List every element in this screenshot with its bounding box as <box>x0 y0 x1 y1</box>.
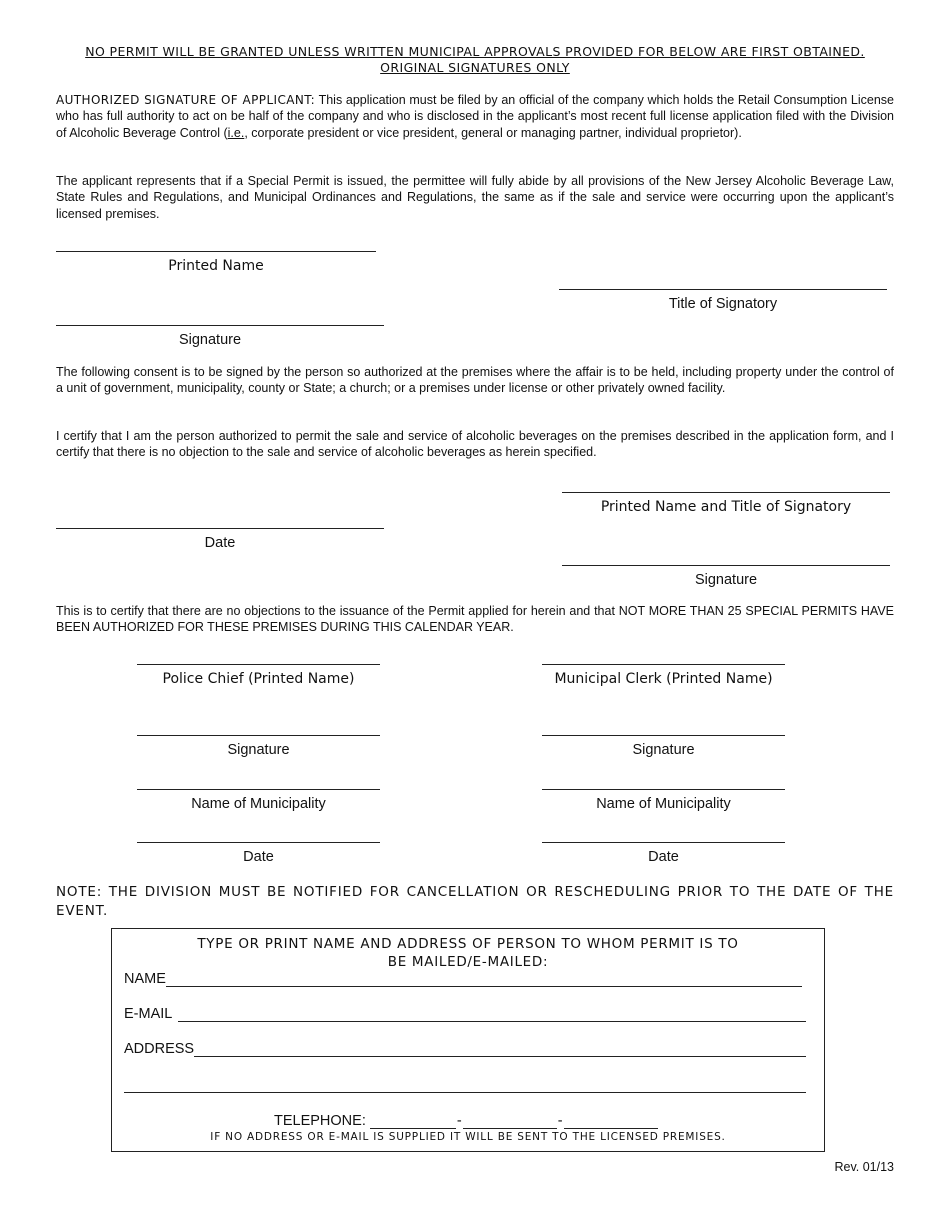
email-input-line[interactable] <box>178 1006 806 1022</box>
ie-abbrev: i.e. <box>227 125 245 140</box>
municipal-clerk-signature-line <box>542 735 785 736</box>
municipal-clerk-signature-field[interactable] <box>542 735 785 758</box>
mailing-footnote: IF NO ADDRESS OR E-MAIL IS SUPPLIED IT WILL BE SENT TO THE LICENSED PREMISES. <box>210 1131 726 1143</box>
consent-printed-name-title-label: Printed Name and Title of Signatory <box>600 499 852 515</box>
municipal-clerk-name-field[interactable] <box>542 664 785 687</box>
applicant-represents-paragraph: The applicant represents that if a Special Permit is issued, the permittee will fully abide by all provisions of the New Jersey Alcoholic Beverage Law, State Rules and Regulations, and Municipal Ordinances and Regulations, the same as if the sale and service were occurring upon the applicant’s licensed premises. <box>56 174 894 221</box>
municipal-clerk-name-line <box>542 664 785 665</box>
police-date-label: Date <box>243 849 274 865</box>
police-municipality-line <box>137 789 380 790</box>
header-original-signatures: ORIGINAL SIGNATURES ONLY <box>380 60 570 75</box>
telephone-area-code-line[interactable] <box>370 1114 456 1129</box>
mailing-info-box <box>111 928 825 1152</box>
applicant-lead: AUTHORIZED SIGNATURE OF APPLICANT: <box>56 93 316 107</box>
printed-name-line <box>56 251 376 252</box>
municipal-clerk-label: Municipal Clerk (Printed Name) <box>554 671 773 687</box>
consent-date-line <box>56 528 384 529</box>
police-chief-signature-line <box>137 735 380 736</box>
applicant-signature-field[interactable] <box>56 325 384 348</box>
clerk-date-field[interactable] <box>542 842 785 865</box>
consent-date-label: Date <box>204 535 236 551</box>
consent-signature-label: Signature <box>694 572 758 588</box>
police-municipality-field[interactable] <box>137 789 380 812</box>
consent-signature-field[interactable] <box>562 565 890 588</box>
telephone-dash-1: - <box>456 1113 462 1129</box>
mailing-box-title <box>112 935 824 971</box>
address-label: ADDRESS <box>124 1041 195 1057</box>
clerk-municipality-field[interactable] <box>542 789 785 812</box>
title-of-signatory-line <box>559 289 887 290</box>
email-label: E-MAIL <box>124 1006 173 1022</box>
mailing-box-title-line2: BE MAILED/E-MAILED: <box>387 954 549 970</box>
printed-name-label: Printed Name <box>168 258 264 274</box>
police-chief-name-field[interactable] <box>137 664 380 687</box>
applicant-text-a: This application must be filed by an official of the company which holds the Retail Consumption License who has full authority to act on be half of the company and who is disclosed in the applicant’s most recent full license application filed with the Division of Alcoholic Beverage Control ( <box>56 93 894 140</box>
applicant-signature-line <box>56 325 384 326</box>
consent-printed-name-title-field[interactable] <box>562 492 890 515</box>
telephone-label: TELEPHONE: <box>274 1113 366 1129</box>
revision-number: Rev. 01/13 <box>834 1160 894 1174</box>
clerk-date-label: Date <box>648 849 679 865</box>
police-municipality-label: Name of Municipality <box>191 796 326 812</box>
clerk-municipality-label: Name of Municipality <box>596 796 731 812</box>
email-field[interactable] <box>124 1006 806 1022</box>
printed-name-field[interactable] <box>56 251 376 274</box>
telephone-dash-2: - <box>557 1113 563 1129</box>
municipal-certification-paragraph: This is to certify that there are no objections to the issuance of the Permit applied for herein and that NOT MORE THAN 25 SPECIAL PERMITS HAVE BEEN AUTHORIZED FOR THESE PREMISES DURING THIS CALENDAR YEAR. <box>56 604 894 635</box>
police-chief-signature-field[interactable] <box>137 735 380 758</box>
cancellation-note: NOTE: THE DIVISION MUST BE NOTIFIED FOR CANCELLATION OR RESCHEDULING PRIOR TO THE DATE OF THE EVENT. <box>56 884 894 919</box>
certify-paragraph: I certify that I am the person authorized to permit the sale and service of alcoholic beverages on the premises described in the application form, and I certify that there is no objection to the sale and service of alcoholic beverages as herein specified. <box>56 429 894 460</box>
address-input-line[interactable] <box>194 1041 806 1057</box>
name-label: NAME <box>124 971 166 987</box>
telephone-field[interactable] <box>274 1113 658 1129</box>
consent-printed-name-title-line <box>562 492 890 493</box>
consent-date-field[interactable] <box>56 528 384 551</box>
police-chief-name-line <box>137 664 380 665</box>
address-field[interactable] <box>124 1041 806 1057</box>
title-of-signatory-field[interactable] <box>559 289 887 312</box>
applicant-text-b: , corporate president or vice president, general or managing partner, individual proprietor). <box>244 125 742 140</box>
mailing-box-title-line1: TYPE OR PRINT NAME AND ADDRESS OF PERSON TO WHOM PERMIT IS TO <box>197 936 739 952</box>
police-chief-signature-label: Signature <box>227 742 290 758</box>
address-line-2-field[interactable] <box>124 1077 806 1093</box>
clerk-date-line <box>542 842 785 843</box>
applicant-authorization-paragraph <box>56 92 894 141</box>
police-date-field[interactable] <box>137 842 380 865</box>
title-of-signatory-label: Title of Signatory <box>668 296 778 312</box>
police-chief-label: Police Chief (Printed Name) <box>162 671 355 687</box>
consent-paragraph: The following consent is to be signed by the person so authorized at the premises where the affair is to be held, including property under the control of a unit of government, municipality, county or State; a church; or a premises under license or other privately owned facility. <box>56 365 894 396</box>
name-field[interactable] <box>124 971 802 987</box>
telephone-prefix-line[interactable] <box>463 1114 557 1129</box>
applicant-signature-label: Signature <box>178 332 242 348</box>
clerk-municipality-line <box>542 789 785 790</box>
name-input-line[interactable] <box>166 971 802 987</box>
consent-signature-line <box>562 565 890 566</box>
address-line-2-input-line[interactable] <box>124 1077 806 1093</box>
header-warning: NO PERMIT WILL BE GRANTED UNLESS WRITTEN MUNICIPAL APPROVALS PROVIDED FOR BELOW ARE FIRST OBTAINED. <box>85 44 865 59</box>
telephone-line-number-line[interactable] <box>564 1114 658 1129</box>
police-date-line <box>137 842 380 843</box>
municipal-clerk-signature-label: Signature <box>632 742 695 758</box>
